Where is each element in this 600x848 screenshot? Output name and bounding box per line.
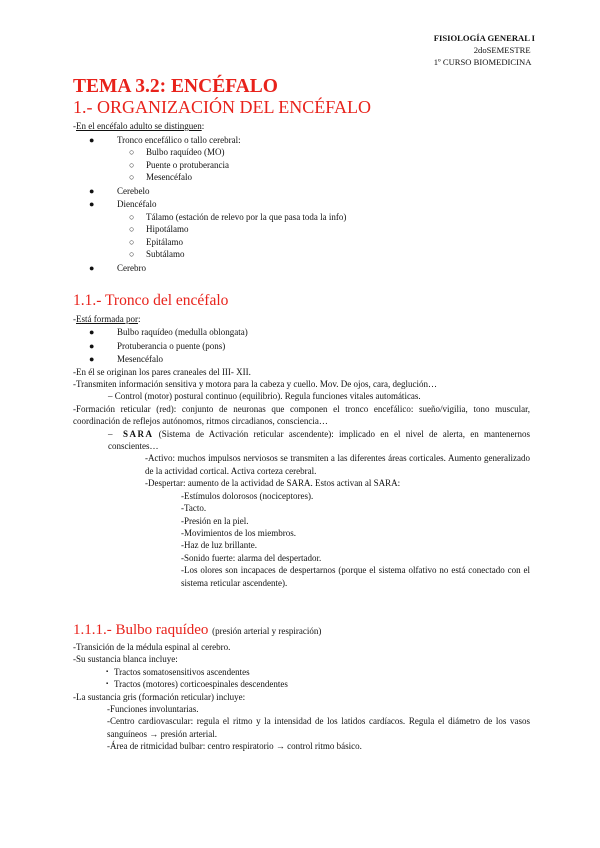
bullet-circle-icon: ○ — [129, 147, 135, 158]
bullet-disc-icon: ● — [89, 340, 95, 351]
bullet-disc-icon: ● — [89, 327, 95, 338]
bullet-disc-icon: ● — [89, 199, 95, 210]
list-item: ● Bulbo raquídeo (medulla oblongata) — [89, 327, 248, 338]
bullet-circle-icon: ○ — [129, 159, 135, 170]
heading-note: (presión arterial y respiración) — [212, 626, 322, 636]
text-line: -Su sustancia blanca incluye: — [73, 654, 178, 665]
text-line: -Centro cardiovascular: regula el ritmo y la intensidad de los latidos cardíacos. Regula el diámetro de los vasos sanguíneos → presión arterial. — [107, 716, 530, 739]
section-heading-organizacion: 1.- ORGANIZACIÓN DEL ENCÉFALO — [73, 97, 371, 117]
bullet-square-icon: ▪ — [106, 681, 109, 688]
text-line: -Formación reticular (red): conjunto de neuronas que componen el tronco encefálico: sueño/vigilia, tono muscular, coordinación de reflejos autónomos, ritmos circadianos, consciencia… — [73, 403, 530, 427]
list-item: ○ Tálamo (estación de relevo por la que pasa toda la info) — [129, 211, 347, 222]
text-line: -Área de ritmicidad bulbar: centro respiratorio → control ritmo básico. — [107, 741, 362, 752]
text-line: -La sustancia gris (formación reticular) incluye: — [73, 691, 246, 702]
list-item: ○ Puente o protuberancia — [129, 159, 229, 170]
text-line: -Sonido fuerte: alarma del despertador. — [181, 552, 322, 563]
intro-line: -Está formada por: — [73, 314, 141, 324]
section-heading-bulbo: 1.1.1.- Bulbo raquídeo (presión arterial y respiración) — [73, 622, 322, 638]
section-organizacion-body — [73, 120, 530, 274]
sara-line: – SARA (Sistema de Activación reticular ascendente): implicado en el nivel de alerta, en mantenernos conscientes… — [108, 428, 530, 452]
list-item: ○ Epitálamo — [129, 236, 183, 247]
list-item: ● Diencéfalo — [89, 199, 157, 210]
list-item: ● Protuberancia o puente (pons) — [89, 340, 226, 351]
list-item: ○ Hipotálamo — [129, 224, 189, 235]
section-tronco-body — [73, 313, 530, 589]
text-line: -Activo: muchos impulsos nerviosos se transmiten a las diferentes áreas corticales. Aumento generalizado de la actividad cortical. Activa corteza cerebral. — [145, 453, 530, 476]
subject-name: FISIOLOGÍA GENERAL I — [433, 33, 535, 43]
bullet-square-icon: ▪ — [106, 668, 109, 675]
intro-line: -En el encéfalo adulto se distinguen: — [73, 121, 205, 131]
text-line: -Presión en la piel. — [181, 515, 249, 526]
text-line: -Haz de luz brillante. — [181, 540, 257, 551]
list-item: ● Cerebelo — [89, 185, 150, 196]
document-header — [434, 33, 535, 68]
section-bulbo-body — [73, 641, 530, 753]
text-line: -Transmiten información sensitiva y motora para la cabeza y cuello. Mov. De ojos, cara, deglución… — [73, 379, 437, 390]
list-item: ▪ Tractos (motores) corticoespinales descendentes — [106, 679, 288, 690]
bullet-disc-icon: ● — [89, 185, 95, 196]
bullet-disc-icon: ● — [89, 262, 95, 273]
list-item: ○ Bulbo raquídeo (MO) — [129, 147, 225, 158]
bullet-disc-icon: ● — [89, 134, 95, 145]
bullet-disc-icon: ● — [89, 354, 95, 365]
bullet-circle-icon: ○ — [129, 248, 135, 259]
list-item: ● Tronco encefálico o tallo cerebral: — [89, 134, 241, 145]
list-item: ○ Subtálamo — [129, 248, 185, 259]
text-line: -Funciones involuntarias. — [107, 704, 199, 715]
text-line: -Estímulos dolorosos (nociceptores). — [181, 490, 314, 501]
text-line: -Los olores son incapaces de despertarnos (porque el sistema olfativo no está conectado con el sistema reticular ascendente). — [181, 565, 530, 588]
bullet-circle-icon: ○ — [129, 224, 135, 235]
text-line: -Tacto. — [181, 503, 207, 514]
bullet-circle-icon: ○ — [129, 211, 135, 222]
semester-label: 2doSEMESTRE — [473, 44, 531, 55]
list-item: ● Mesencéfalo — [89, 354, 163, 365]
text-line: -En él se originan los pares craneales del III- XII. — [73, 366, 251, 377]
list-item: ○ Mesencéfalo — [129, 171, 192, 182]
page-title: TEMA 3.2: ENCÉFALO — [73, 76, 278, 97]
text-line: -Transición de la médula espinal al cerebro. — [73, 642, 231, 652]
bullet-circle-icon: ○ — [129, 236, 135, 247]
list-item: ▪ Tractos somatosensitivos ascendentes — [106, 666, 250, 677]
text-line: -Movimientos de los miembros. — [181, 527, 296, 538]
text-line: – Control (motor) postural continuo (equilibrio). Regula funciones vitales automáticas. — [108, 391, 421, 402]
bullet-circle-icon: ○ — [129, 171, 135, 182]
section-heading-tronco: 1.1.- Tronco del encéfalo — [73, 292, 229, 309]
list-item: ● Cerebro — [89, 262, 146, 273]
course-label: 1º CURSO BIOMEDICINA — [433, 56, 532, 67]
text-line: -Despertar: aumento de la actividad de SARA. Estos activan al SARA: — [145, 478, 401, 489]
